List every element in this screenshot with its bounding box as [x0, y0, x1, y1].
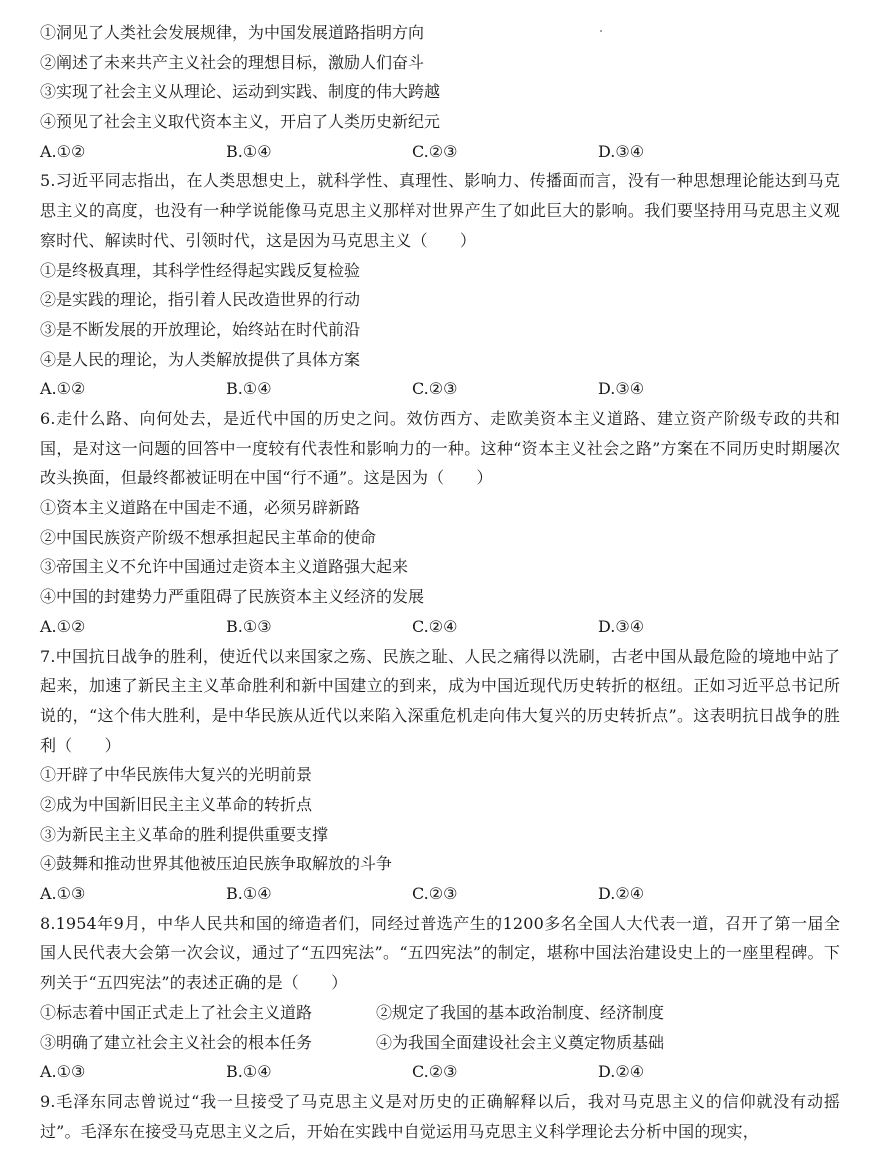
option-line: ②中国民族资产阶级不想承担起民主革命的使命 [40, 527, 377, 547]
option-line: ②阐述了未来共产主义社会的理想目标，激励人们奋斗 [40, 52, 425, 72]
option-line: ②规定了我国的基本政治制度、经济制度 [376, 1002, 665, 1022]
choice-a: A.①③ [40, 884, 86, 904]
choice-b: B.①④ [226, 884, 272, 904]
choice-c: C.②③ [412, 1062, 458, 1082]
question-5-choices [40, 374, 840, 404]
option-line: ④预见了社会主义取代资本主义，开启了人类历史新纪元 [40, 112, 441, 132]
question-5-stem: 5.习近平同志指出，在人类思想史上，就科学性、真理性、影响力、传播面而言，没有一种思想理论能达到马克思主义的高度，也没有一种学说能像马克思主义那样对世界产生了如此巨大的影响。我们要坚持用马克思主义观察时代、解读时代、引领时代，这是因为马克思主义（ ） [40, 171, 840, 250]
option-line: ①洞见了人类社会发展规律，为中国发展道路指明方向 [40, 23, 425, 42]
choice-b: B.①④ [226, 1062, 272, 1082]
question-8-options-row-2 [40, 1028, 840, 1058]
option-line: ①开辟了中华民族伟大复兴的光明前景 [40, 765, 313, 785]
question-6-options [40, 493, 840, 612]
choice-b: B.①③ [226, 616, 272, 636]
question-7-choices [40, 879, 840, 909]
option-line: ③明确了建立社会主义社会的根本任务 [40, 1032, 313, 1052]
option-line: ①标志着中国正式走上了社会主义道路 [40, 1002, 313, 1022]
question-6-stem: 6.走什么路、向何处去，是近代中国的历史之问。效仿西方、走欧美资本主义道路、建立资产阶级专政的共和国，是对这一问题的回答中一度较有代表性和影响力的一种。这种“资本主义社会之路”方案在不同历史时期屡次改头换面，但最终都被证明在中国“行不通”。这是因为（ ） [40, 408, 840, 488]
choice-d: D.②④ [598, 1062, 645, 1082]
option-line: ④是人民的理论，为人类解放提供了具体方案 [40, 349, 361, 369]
choice-a: A.①② [40, 616, 86, 636]
question-5-options [40, 256, 840, 375]
option-line: ①是终极真理，其科学性经得起实践反复检验 [40, 260, 361, 280]
choice-a: A.①③ [40, 1062, 86, 1082]
choice-c: C.②③ [412, 141, 458, 161]
question-7-options [40, 760, 840, 879]
question-7-stem: 7.中国抗日战争的胜利，使近代以来国家之殇、民族之耻、人民之痛得以洗刷，古老中国从最危险的境地中站了起来，加速了新民主主义革命胜利和新中国建立的到来，成为中国近现代历史转折的枢纽。正如习近平总书记所说的，“这个伟大胜利，是中华民族从近代以来陷入深重危机走向伟大复兴的历史转折点”。这表明抗日战争的胜利（ ） [40, 646, 840, 755]
question-4-options [40, 18, 840, 137]
question-9-stem: 9.毛泽东同志曾说过“我一旦接受了马克思主义是对历史的正确解释以后，我对马克思主义的信仰就没有动摇过”。毛泽东在接受马克思主义之后，开始在实践中自觉运用马克思主义科学理论去分析中国的现实， [40, 1091, 840, 1141]
choice-b: B.①④ [226, 141, 272, 161]
exam-page [40, 18, 840, 1146]
option-line: ③为新民主主义革命的胜利提供重要支撑 [40, 824, 329, 844]
question-8-choices [40, 1057, 840, 1087]
choice-d: D.③④ [598, 379, 645, 399]
option-line: ②成为中国新旧民主主义革命的转折点 [40, 795, 313, 815]
choice-d: D.②④ [598, 884, 645, 904]
choice-d: D.③④ [598, 141, 645, 161]
question-8-options-row-1 [40, 998, 840, 1028]
option-line: ③帝国主义不允许中国通过走资本主义道路强大起来 [40, 557, 409, 577]
choice-c: C.②③ [412, 379, 458, 399]
option-line: ③是不断发展的开放理论，始终站在时代前沿 [40, 319, 361, 339]
question-4-choices [40, 137, 840, 167]
option-line: ④中国的封建势力严重阻碍了民族资本主义经济的发展 [40, 587, 425, 607]
option-line: ②是实践的理论，指引着人民改造世界的行动 [40, 290, 361, 310]
choice-b: B.①④ [226, 379, 272, 399]
choice-a: A.①② [40, 141, 86, 161]
option-line: ④鼓舞和推动世界其他被压迫民族争取解放的斗争 [40, 854, 393, 874]
choice-d: D.③④ [598, 616, 645, 636]
choice-c: C.②④ [412, 616, 458, 636]
choice-c: C.②③ [412, 884, 458, 904]
question-8-stem: 8.1954年9月，中华人民共和国的缔造者们，同经过普选产生的1200多名全国人大代表一道，召开了第一届全国人民代表大会第一次会议，通过了“五四宪法”。“五四宪法”的制定，堪称中国法治建设史上的一座里程碑。下列关于“五四宪法”的表述正确的是（ ） [40, 913, 840, 993]
choice-a: A.①② [40, 379, 86, 399]
option-line: ①资本主义道路在中国走不通，必须另辟新路 [40, 498, 361, 518]
question-6-choices [40, 612, 840, 642]
option-line: ④为我国全面建设社会主义奠定物质基础 [376, 1032, 665, 1052]
option-line: ③实现了社会主义从理论、运动到实践、制度的伟大跨越 [40, 82, 441, 102]
